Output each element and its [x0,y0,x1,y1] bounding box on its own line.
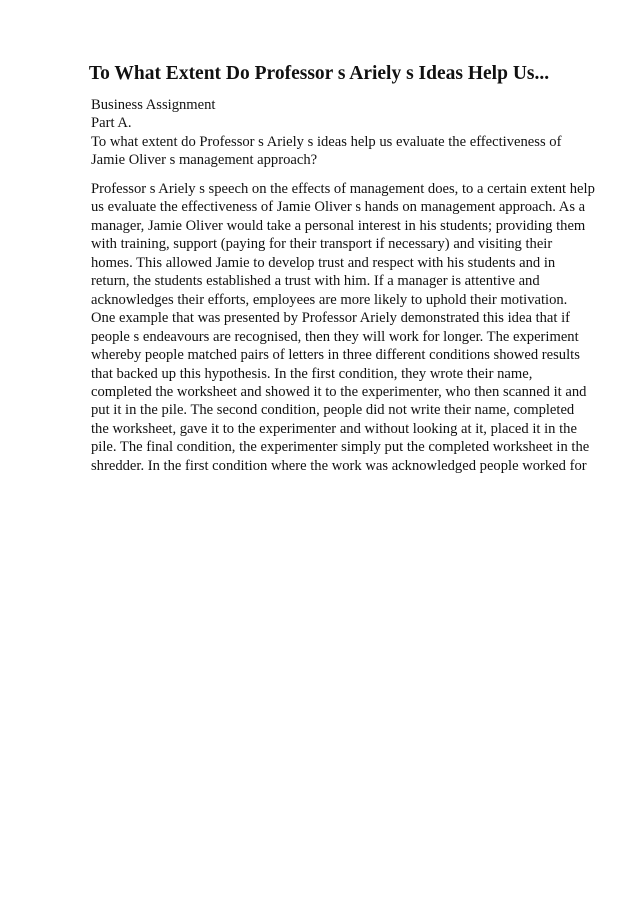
body-line: Professor s Ariely s speech on the effects of management does, to a certain extent help [91,181,595,197]
assignment-heading [91,96,611,170]
body-line: homes. This allowed Jamie to develop trust and respect with his students and in [91,254,556,271]
heading-line: Part A. [91,115,132,132]
body-line: pile. The final condition, the experimenter simply put the completed worksheet in the [91,439,590,456]
body-line: acknowledges their efforts, employees are more likely to uphold their motivation. [91,291,568,308]
body-line: manager, Jamie Oliver would take a personal interest in his students; providing them [91,217,586,234]
body-line: people s endeavours are recognised, then they will work for longer. The experiment [91,328,579,345]
body-line: put it in the pile. The second condition, people did not write their name, completed [91,402,575,419]
body-line: the worksheet, gave it to the experimenter and without looking at it, placed it in the [91,420,577,437]
heading-line: Business Assignment [91,97,216,113]
heading-line: Jamie Oliver s management approach? [91,152,318,169]
heading-line: To what extent do Professor s Ariely s ideas help us evaluate the effectiveness of [91,133,562,150]
body-line: shredder. In the first condition where the work was acknowledged people worked for [91,457,587,474]
body-line: us evaluate the effectiveness of Jamie Oliver s hands on management approach. As a [91,199,586,216]
body-line: return, the students established a trust with him. If a manager is attentive and [91,273,540,290]
body-line: with training, support (paying for their transport if necessary) and visiting their [91,236,553,253]
body-line: whereby people matched pairs of letters in three different conditions showed results [91,347,580,364]
body-line: One example that was presented by Professor Ariely demonstrated this idea that if [91,310,571,327]
body-line: completed the worksheet and showed it to the experimenter, who then scanned it and [91,383,587,400]
document-title: To What Extent Do Professor s Ariely s Ideas Help Us... [88,63,550,84]
body-line: that backed up this hypothesis. In the first condition, they wrote their name, [91,365,533,382]
body-paragraph [91,180,611,475]
